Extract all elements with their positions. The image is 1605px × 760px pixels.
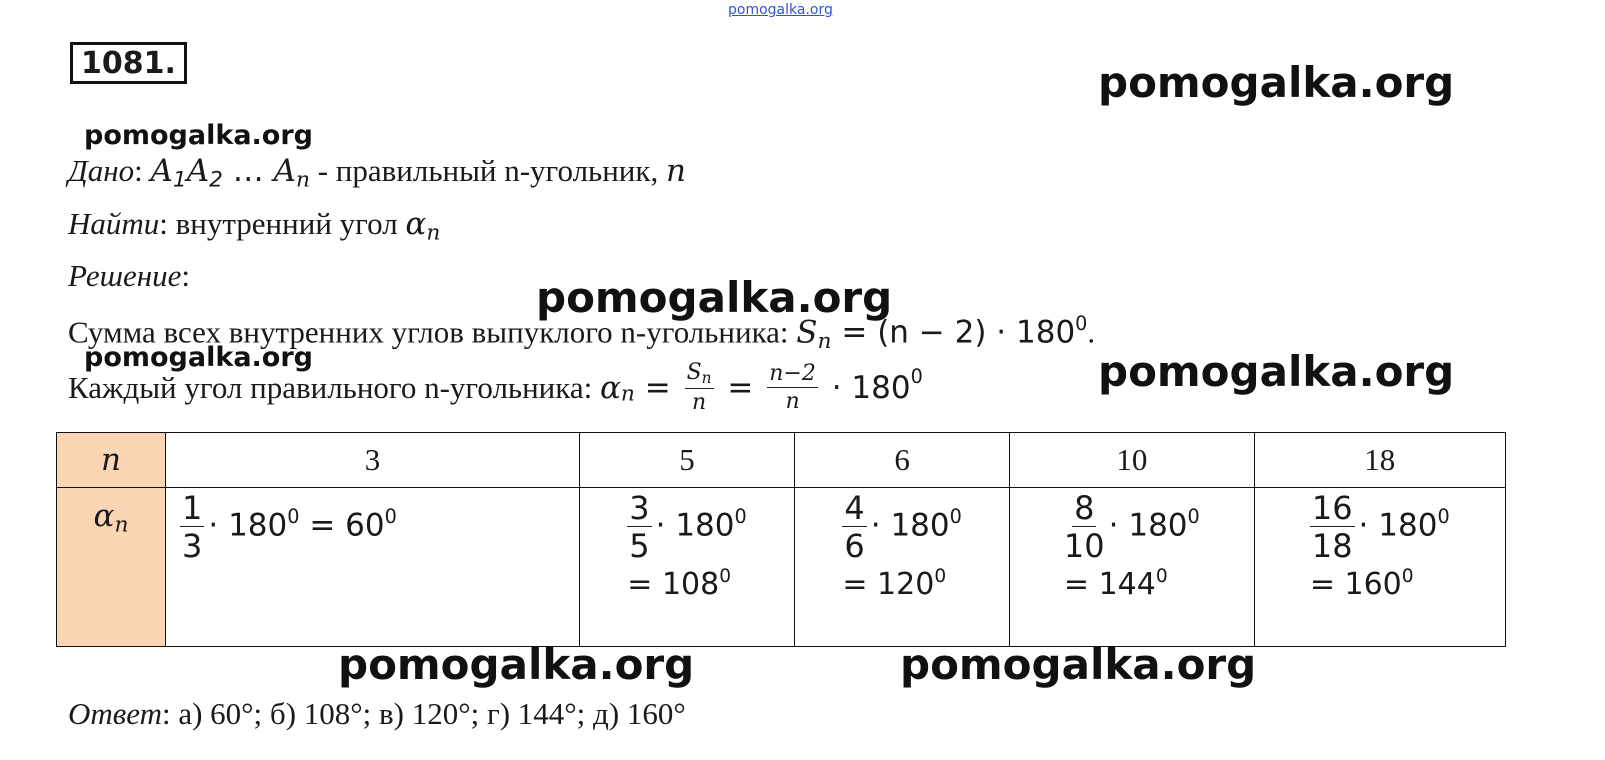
angle-result: = 60 [299,507,385,544]
sum-symbol: S [796,314,818,351]
degree-sup: 0 [1155,566,1168,587]
each-text: Каждый угол правильного n-угольника: [68,370,600,406]
angle-result-line [842,566,961,602]
n-value: 6 [894,442,910,477]
n-value: 5 [679,442,695,477]
alpha-sub: n [114,512,129,538]
degree-sup: 0 [719,566,732,587]
table-header-cell [57,433,166,488]
times-180: · 180 [1358,507,1438,544]
frac-num: S [686,360,702,385]
watermark: pomogalka.org [84,120,313,151]
find-line [68,206,440,245]
frac-den: 3 [182,527,203,565]
given-text: - правильный n-угольник, [309,153,666,188]
times-180: · 180 [1108,507,1188,544]
given-line [68,153,686,192]
find-label: Найти [68,206,160,241]
sum-formula: = (n − 2) · 180 [831,314,1076,351]
degree-sup: 0 [734,505,747,529]
table-row-alpha [57,488,1506,647]
degree-sup: 0 [1437,505,1450,529]
degree-sup: 0 [1187,505,1200,529]
frac-den: n [691,390,707,416]
equals: = [634,370,681,407]
table-header-cell [57,488,166,647]
frac-den: 10 [1063,527,1105,565]
alpha-symbol: α [93,498,115,534]
angle-result-line [627,566,746,602]
degree-sup: 0 [934,566,947,587]
solution-line [68,258,190,294]
table-cell-n [795,433,1010,488]
frac-num: 4 [844,489,865,527]
fraction [180,489,204,565]
problem-number: 1081. [70,42,187,84]
vertex-a: A [273,153,296,189]
frac-num: 1 [182,489,203,527]
given-n: n [665,153,686,189]
angle-result: = 144 [1063,567,1156,603]
frac-num: n−2 [769,361,816,387]
n-value: 3 [364,442,381,477]
degree-sup: 0 [910,364,923,388]
table-cell-n [1254,433,1506,488]
watermark: pomogalka.org [84,342,313,373]
equals: = [717,370,764,407]
sub-index: 2 [209,167,223,193]
alpha-symbol: α [599,370,621,407]
sub-index: n [296,167,310,193]
frac-num: 3 [629,489,650,527]
frac-den: 5 [629,527,650,565]
degree-sup: 0 [949,505,962,529]
times-180: · 180 [208,507,288,544]
fraction [842,489,866,565]
sum-sub: n [817,328,832,354]
fraction-n-minus-2-over-n [767,363,818,413]
n-value: 10 [1116,442,1148,477]
find-text: : внутренний угол [159,206,406,241]
ellipsis: … [222,153,274,189]
angle-result: = 160 [1309,567,1402,603]
degree-sup: 0 [1075,312,1088,335]
vertex-a: A [186,153,210,189]
watermark: pomogalka.org [1098,347,1455,396]
alpha-sub: n [426,220,441,246]
frac-num-sub: n [701,368,712,387]
each-angle-line [68,362,923,414]
fraction [1063,489,1105,565]
solution-label: Решение [68,258,182,293]
given-label: Дано [68,153,135,188]
watermark: pomogalka.org [338,640,695,689]
polygon-vertices [150,153,310,193]
table-cell-angle [795,488,1010,647]
fraction [1310,489,1355,565]
watermark: pomogalka.org [1098,58,1455,107]
solution-colon: : [181,258,190,293]
vertex-a: A [150,153,173,189]
angle-result-line [1310,566,1450,602]
watermark: pomogalka.org [536,273,893,322]
degree-sup: 0 [1401,566,1414,587]
frac-den: 6 [844,527,865,565]
sub-index: 1 [172,167,187,193]
table-cell-n [1010,433,1254,488]
times-180: · 180 [655,507,735,544]
top-watermark-link[interactable]: pomogalka.org [728,2,833,18]
times-180: · 180 [821,370,911,407]
alpha-symbol: α [405,206,427,242]
fraction-sn-over-n [685,362,714,414]
table-cell-angle [1254,488,1506,647]
given-colon: : [134,153,143,188]
table-row-n [57,433,1506,488]
fraction [627,489,651,565]
table-cell-angle [579,488,794,647]
alpha-sub: n [620,381,635,407]
header-n: n [101,442,121,478]
table-cell-angle [166,488,580,647]
n-value: 18 [1364,442,1396,477]
answer-text: : а) 60°; б) 108°; в) 120°; г) 144°; д) 160° [161,696,686,731]
sum-end: . [1087,314,1096,350]
degree-sup: 0 [287,505,300,529]
watermark: pomogalka.org [900,640,1257,689]
sum-text: Сумма всех внутренних углов выпуклого n-угольника: [68,314,797,350]
times-180: · 180 [870,507,950,544]
angles-table [56,432,1506,647]
frac-num: 8 [1074,489,1095,527]
frac-den: 18 [1311,527,1353,565]
table-cell-n [579,433,794,488]
degree-sup: 0 [384,505,397,529]
angle-result-line [1064,566,1200,602]
answer-label: Ответ [68,696,162,731]
table-cell-n [166,433,580,488]
table-cell-angle [1010,488,1254,647]
frac-den: n [785,389,800,415]
answer-line [68,696,686,732]
frac-num: 16 [1311,489,1353,527]
angle-result: = 108 [627,567,720,603]
angle-result: = 120 [842,567,935,603]
